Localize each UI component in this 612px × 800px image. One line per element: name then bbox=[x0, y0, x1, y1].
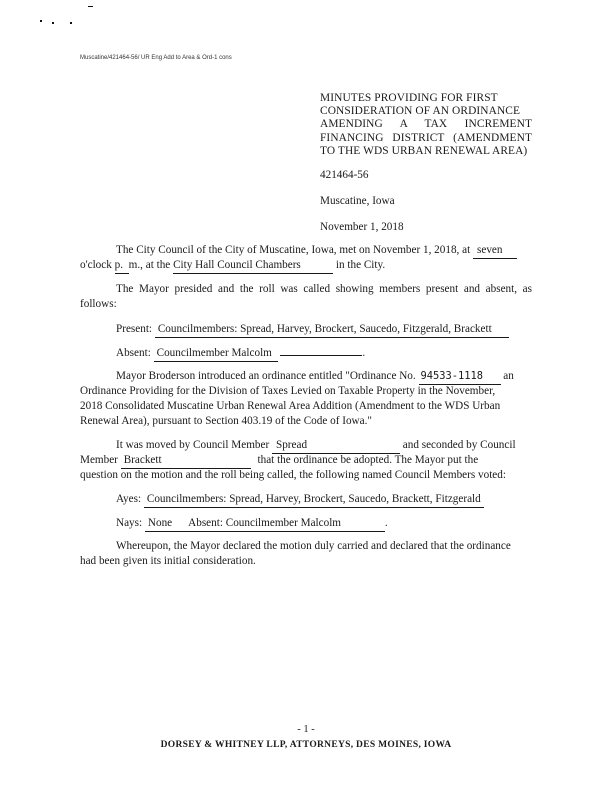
scan-artifact bbox=[40, 20, 42, 22]
closing-line1: Whereupon, the Mayor declared the motion duly carried and declared that the ordinance bbox=[116, 540, 511, 552]
present-line: Present: Councilmembers: Spread, Harvey, Brockert, Saucedo, Fitzgerald, Brackett bbox=[116, 322, 509, 338]
ayes-field: Councilmembers: Spread, Harvey, Brockert, Saucedo, Brackett, Fitzgerald bbox=[144, 492, 484, 508]
paragraph-meeting-line2: o'clock p. m., at the City Hall Council Chambers in the City. bbox=[80, 258, 385, 274]
ordinance-line4: Renewal Area), pursuant to Section 403.19 of the Code of Iowa." bbox=[80, 415, 372, 427]
scan-artifact bbox=[52, 22, 54, 24]
ordinance-line2: Ordinance Providing for the Division of Taxes Levied on Taxable Property in the November, bbox=[80, 385, 496, 397]
absent-field: Councilmember Malcolm bbox=[154, 346, 278, 362]
scan-artifact bbox=[70, 22, 72, 24]
closing-line2: had been given its initial consideration. bbox=[80, 555, 256, 567]
document-number: 421464-56 bbox=[320, 169, 369, 181]
title-line: CONSIDERATION OF AN ORDINANCE bbox=[320, 105, 521, 118]
absent-line: Absent: Councilmember Malcolm . bbox=[116, 346, 365, 362]
motion-line3: question on the motion and the roll being called, the following named Council Members voted: bbox=[80, 469, 506, 481]
firm-footer: DORSEY & WHITNEY LLP, ATTORNEYS, DES MOINES, IOWA bbox=[160, 740, 452, 750]
location: Muscatine, Iowa bbox=[320, 195, 395, 207]
title-line: AMENDING A TAX INCREMENT bbox=[320, 118, 532, 131]
seconder-field: Brackett bbox=[121, 453, 251, 469]
ampm-field: p. bbox=[115, 258, 129, 274]
ordinance-line1: Mayor Broderson introduced an ordinance entitled "Ordinance No. 94533-1118 an bbox=[116, 369, 514, 385]
motion-line1: It was moved by Council Member Spread and seconded by Council bbox=[116, 438, 516, 454]
place-field: City Hall Council Chambers bbox=[173, 258, 333, 274]
title-line: TO THE WDS URBAN RENEWAL AREA) bbox=[320, 144, 528, 157]
time-field: seven bbox=[473, 243, 517, 259]
title-block bbox=[320, 92, 532, 158]
absent-extra-field bbox=[280, 355, 362, 356]
title-line: FINANCING DISTRICT (AMENDMENT bbox=[320, 131, 532, 144]
meeting-date: November 1, 2018 bbox=[320, 221, 404, 233]
paragraph-roll-call: The Mayor presided and the roll was called showing members present and absent, as follows: bbox=[80, 283, 532, 310]
paragraph-meeting-line1: The City Council of the City of Muscatine, Iowa, met on November 1, 2018, at seven bbox=[116, 243, 517, 259]
present-field: Councilmembers: Spread, Harvey, Brockert, Saucedo, Fitzgerald, Brackett bbox=[155, 322, 509, 338]
document-reference: Muscatine/421464-56/ UR Eng Add to Area & Ord-1 cons bbox=[80, 55, 232, 61]
scan-artifact bbox=[88, 6, 93, 7]
ayes-line: Ayes: Councilmembers: Spread, Harvey, Brockert, Saucedo, Brackett, Fitzgerald bbox=[116, 492, 484, 508]
mover-field: Spread bbox=[272, 438, 400, 454]
nays-field: None Absent: Councilmember Malcolm bbox=[145, 516, 385, 532]
motion-line2: Member Brackett that the ordinance be adopted. The Mayor put the bbox=[80, 453, 478, 469]
ordinance-line3: 2018 Consolidated Muscatine Urban Renewal Area Addition (Amendment to the WDS Urban bbox=[80, 400, 501, 412]
ordinance-number-field: 94533-1118 bbox=[419, 369, 501, 385]
nays-line: Nays: None Absent: Councilmember Malcolm . bbox=[116, 516, 388, 532]
page-number: - 1 - bbox=[297, 724, 315, 735]
title-line: MINUTES PROVIDING FOR FIRST bbox=[320, 92, 498, 104]
